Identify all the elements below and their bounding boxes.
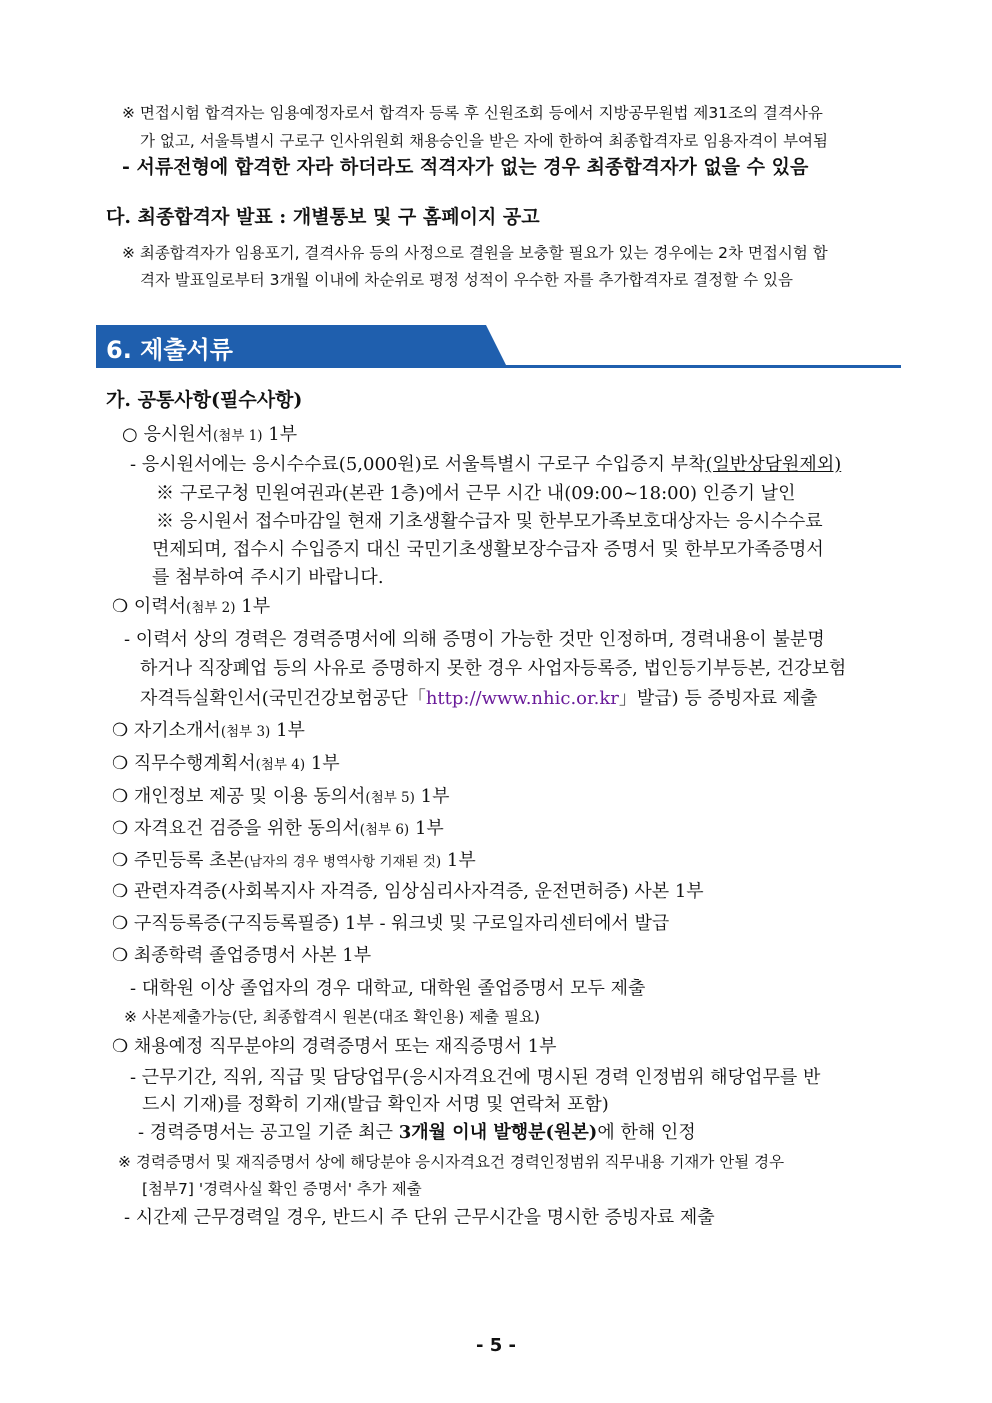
bullet-icon: ❍	[112, 818, 129, 839]
list-item: ○ 응시원서(첨부 1) 1부	[122, 424, 298, 445]
list-item: ❍ 주민등록 초본(남자의 경우 병역사항 기재된 것) 1부	[112, 850, 476, 871]
bullet-icon: ○	[122, 424, 138, 445]
section-title: 6. 제출서류	[106, 336, 233, 364]
note-text: ※ 경력증명서 및 재직증명서 상에 해당분야 응시자격요건 경력인정범위 직무내용 기재가 안될 경우	[118, 1153, 785, 1171]
note-text: 가 없고, 서울특별시 구로구 인사위원회 채용승인을 받은 자에 한하여 최종합격자로 임용자격이 부여됨	[140, 132, 828, 150]
dash-text: - 경력증명서는 공고일 기준 최근 3개월 이내 발행분(원본)에 한해 인정	[138, 1122, 696, 1143]
dash-text: - 시간제 근무경력일 경우, 반드시 주 단위 근무시간을 명시한 증빙자료 제출	[124, 1207, 715, 1228]
list-item: ❍ 최종학력 졸업증명서 사본 1부	[112, 945, 372, 966]
list-item: ❍ 직무수행계획서(첨부 4) 1부	[112, 753, 340, 774]
dash-text: - 대학원 이상 졸업자의 경우 대학교, 대학원 졸업증명서 모두 제출	[130, 978, 646, 999]
list-item: ❍ 자격요건 검증을 위한 동의서(첨부 6) 1부	[112, 818, 444, 839]
note-text: ※ 구로구청 민원여권과(본관 1층)에서 근무 시간 내(09:00~18:00) 인증기 날인	[156, 483, 796, 504]
section-heading: 다. 최종합격자 발표 : 개별통보 및 구 홈페이지 공고	[106, 206, 540, 228]
dash-text: 자격득실확인서(국민건강보험공단「http://www.nhic.or.kr」발급) 등 증빙자료 제출	[140, 688, 818, 709]
note-text: ※ 면접시험 합격자는 임용예정자로서 합격자 등록 후 신원조회 등에서 지방공무원법 제31조의 결격사유	[122, 104, 823, 122]
list-item: ❍ 관련자격증(사회복지사 자격증, 임상심리사자격증, 운전면허증) 사본 1부	[112, 881, 704, 902]
note-text: 격자 발표일로부터 3개월 이내에 차순위로 평정 성적이 우수한 자를 추가합격자로 결정할 수 있음	[140, 271, 793, 289]
list-item: ❍ 자기소개서(첨부 3) 1부	[112, 720, 305, 741]
list-item: ❍ 이력서(첨부 2) 1부	[112, 596, 271, 617]
dash-text: - 근무기간, 직위, 직급 및 담당업무(응시자격요건에 명시된 경력 인정범위 해당업무를 반	[130, 1067, 821, 1088]
bullet-icon: ❍	[112, 850, 129, 871]
note-text: ※ 응시원서 접수마감일 현재 기초생활수급자 및 한부모가족보호대상자는 응시수수료	[156, 511, 823, 532]
dash-text: - 이력서 상의 경력은 경력증명서에 의해 증명이 가능한 것만 인정하며, 경력내용이 불분명	[124, 629, 825, 650]
note-text: [첨부7] '경력사실 확인 증명서' 추가 제출	[142, 1180, 422, 1198]
bullet-icon: ❍	[112, 596, 129, 617]
dash-text: - 서류전형에 합격한 자라 하더라도 적격자가 없는 경우 최종합격자가 없을 수 있음	[122, 156, 809, 178]
list-item: ❍ 채용예정 직무분야의 경력증명서 또는 재직증명서 1부	[112, 1036, 557, 1057]
bullet-icon: ❍	[112, 786, 129, 807]
subsection-heading: 가. 공통사항(필수사항)	[106, 389, 303, 411]
dash-text: 하거나 직장폐업 등의 사유로 증명하지 못한 경우 사업자등록증, 법인등기부등본, 건강보험	[140, 658, 847, 679]
note-text: ※ 최종합격자가 임용포기, 결격사유 등의 사정으로 결원을 보충할 필요가 있는 경우에는 2차 면접시험 합	[122, 244, 828, 262]
bullet-icon: ❍	[112, 753, 129, 774]
note-text: 를 첨부하여 주시기 바랍니다.	[152, 567, 384, 588]
dash-text: 드시 기재)를 정확히 기재(발급 확인자 서명 및 연락처 포함)	[142, 1094, 609, 1115]
list-item: ❍ 개인정보 제공 및 이용 동의서(첨부 5) 1부	[112, 786, 450, 807]
bullet-icon: ❍	[112, 720, 129, 741]
list-item: ❍ 구직등록증(구직등록필증) 1부 - 워크넷 및 구로일자리센터에서 발급	[112, 913, 670, 934]
note-text: 면제되며, 접수시 수입증지 대신 국민기초생활보장수급자 증명서 및 한부모가족증명서	[152, 539, 824, 560]
note-text: ※ 사본제출가능(단, 최종합격시 원본(대조 확인용) 제출 필요)	[124, 1008, 541, 1026]
dash-text: - 응시원서에는 응시수수료(5,000원)로 서울특별시 구로구 수입증지 부착(일반상담원제외)	[130, 454, 842, 475]
nhic-link[interactable]: http://www.nhic.or.kr	[425, 688, 619, 709]
page-number: - 5 -	[476, 1335, 516, 1356]
